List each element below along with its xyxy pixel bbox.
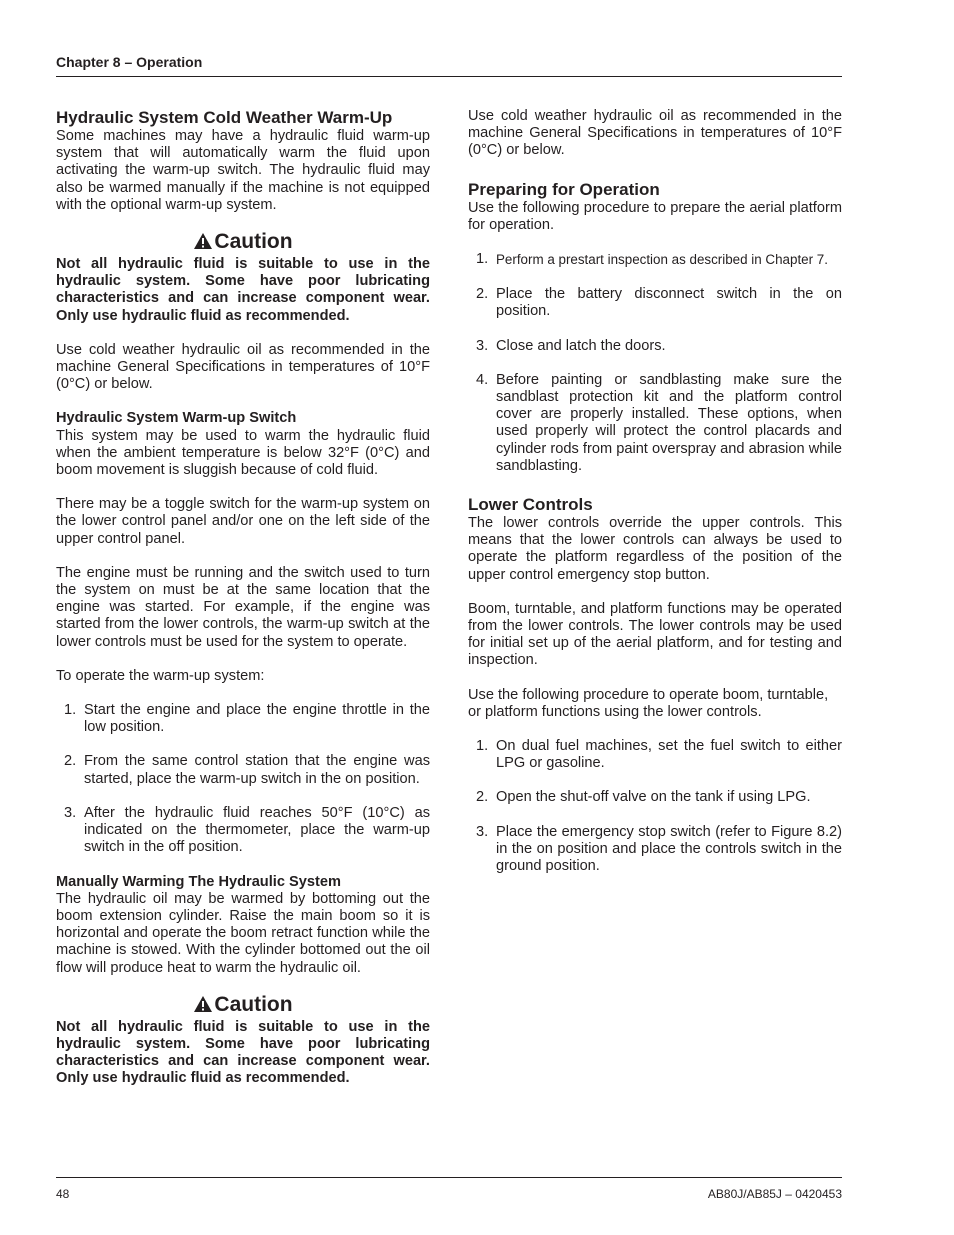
page-footer xyxy=(56,1177,842,1201)
list-text: Close and latch the doors. xyxy=(496,337,666,354)
page-number: 48 xyxy=(56,1187,70,1201)
list-text: Place the battery disconnect switch in the on position. xyxy=(496,286,842,320)
document-id: AB80J/AB85J – 0420453 xyxy=(707,1187,842,1201)
caution-heading xyxy=(56,231,430,253)
warning-triangle-icon xyxy=(193,232,213,250)
list-number: 2. xyxy=(476,789,489,806)
caution-label: Caution xyxy=(214,992,293,1016)
paragraph: Some machines may have a hydraulic fluid warm-up system that will automatically warm the fluid upon activating the warm-up switch. The hydraulic fluid may also be warmed manually if the machine is not equipped with the optional warm-up system. xyxy=(56,128,430,213)
paragraph: Use the following procedure to operate boom, turntable, or platform functions using the lower controls. xyxy=(468,686,829,720)
list-text: Open the shut-off valve on the tank if using LPG. xyxy=(496,789,811,806)
list-text: After the hydraulic fluid reaches 50°F (10°C) as indicated on the thermometer, place the warm-up switch in the off position. xyxy=(84,804,430,856)
warmup-steps-list xyxy=(56,702,430,856)
paragraph: Boom, turntable, and platform functions may be operated from the lower controls. The lower controls may be used for initial set up of the aerial platform, and for testing and inspection. xyxy=(468,600,842,669)
list-item xyxy=(468,338,842,355)
list-number: 4. xyxy=(476,371,489,388)
list-item xyxy=(468,372,842,475)
caution-text: Not all hydraulic fluid is suitable to use in the hydraulic system. Some have poor lubricating characteristics and can increase component wear. Only use hydraulic fluid as recommended. xyxy=(56,1018,430,1087)
section-heading-lower-controls: Lower Controls xyxy=(468,495,593,515)
paragraph: Use cold weather hydraulic oil as recommended in the machine General Specifications in temperatures of 10°F (0°C) or below. xyxy=(468,108,842,159)
subsection-heading-manual-warming: Manually Warming The Hydraulic System xyxy=(56,873,341,890)
paragraph: Use the following procedure to prepare the aerial platform for operation. xyxy=(468,199,842,233)
list-number: 1. xyxy=(476,251,489,268)
list-item xyxy=(468,738,842,772)
warning-triangle-icon xyxy=(193,995,213,1013)
list-item xyxy=(468,251,842,269)
paragraph: The hydraulic oil may be warmed by bottoming out the boom extension cylinder. Raise the main boom so it is horizontal and operate the boom retract function while the machine is stowed. With the cylinder bottomed out the oil flow will produce heat to warm the hydraulic oil. xyxy=(56,890,430,976)
list-item xyxy=(468,286,842,320)
list-text: Perform a prestart inspection as described in Chapter 7. xyxy=(496,252,828,268)
paragraph: Use cold weather hydraulic oil as recommended in the machine General Specifications in temperatures of 10°F (0°C) or below. xyxy=(56,341,430,393)
lower-controls-steps-list xyxy=(468,738,842,875)
list-item xyxy=(56,753,430,787)
left-column xyxy=(56,108,430,1105)
list-text: Start the engine and place the engine throttle in the low position. xyxy=(84,702,430,736)
section-heading-preparing: Preparing for Operation xyxy=(468,179,660,199)
page-header xyxy=(56,54,842,77)
list-item xyxy=(468,789,842,806)
paragraph: The engine must be running and the switch used to turn the system on must be at the same location that the engine was started. For example, if the engine was started from the lower controls, the warm-up switch at the lower controls must be used for the system to operate. xyxy=(56,564,430,650)
list-number: 1. xyxy=(476,738,489,755)
list-number: 3. xyxy=(476,337,489,354)
right-column xyxy=(468,108,842,892)
list-number: 3. xyxy=(64,804,77,821)
paragraph: The lower controls override the upper controls. This means that the lower controls can always be used to operate the platform regardless of the position of the upper control emergency stop button. xyxy=(468,515,842,583)
prep-steps-list xyxy=(468,251,842,475)
list-text: Before painting or sandblasting make sure the sandblast protection kit and the platform control cover are properly installed. These options, when used properly will protect the control placards and cylinder rods from paint overspray and abrasion while sandblasting. xyxy=(496,371,842,474)
list-number: 1. xyxy=(64,702,77,719)
list-number: 2. xyxy=(476,286,489,303)
list-text: Place the emergency stop switch (refer to Figure 8.2) in the on position and place the controls switch in the ground position. xyxy=(496,823,842,875)
paragraph: This system may be used to warm the hydraulic fluid when the ambient temperature is below 32°F (0°C) and boom movement is sluggish because of cold fluid. xyxy=(56,427,430,479)
caution-heading xyxy=(56,994,430,1016)
list-item xyxy=(56,702,430,736)
list-text: On dual fuel machines, set the fuel switch to either LPG or gasoline. xyxy=(496,738,842,772)
paragraph: There may be a toggle switch for the warm-up system on the lower control panel and/or one on the left side of the upper control panel. xyxy=(56,496,430,547)
list-item xyxy=(56,805,430,857)
list-text: From the same control station that the engine was started, place the warm-up switch in the on position. xyxy=(84,753,430,787)
list-item xyxy=(468,824,842,876)
section-heading-cold-weather: Hydraulic System Cold Weather Warm-Up xyxy=(56,108,393,127)
paragraph: To operate the warm-up system: xyxy=(56,667,265,684)
list-number: 2. xyxy=(64,753,77,770)
caution-label: Caution xyxy=(214,230,293,254)
list-number: 3. xyxy=(476,823,489,840)
caution-text: Not all hydraulic fluid is suitable to use in the hydraulic system. Some have poor lubricating characteristics and can increase component wear. Only use hydraulic fluid as recommended. xyxy=(56,256,430,324)
chapter-title: Chapter 8 – Operation xyxy=(56,54,203,70)
subsection-heading-warmup-switch: Hydraulic System Warm-up Switch xyxy=(56,410,297,427)
